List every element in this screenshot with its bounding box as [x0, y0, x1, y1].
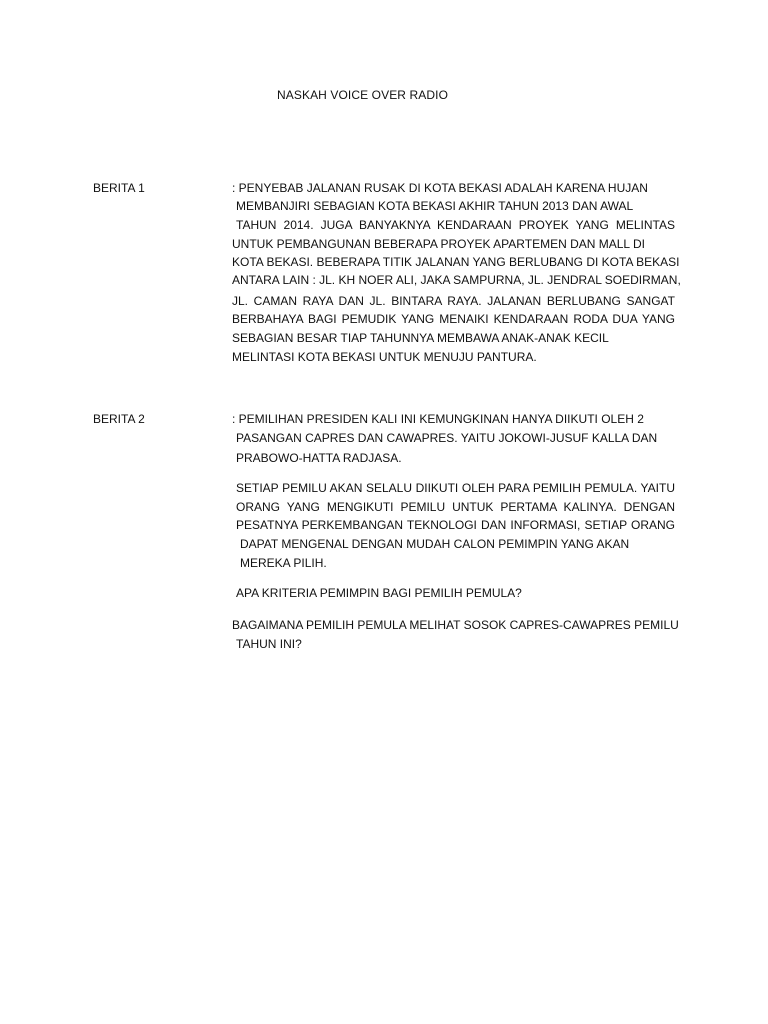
- berita-2-label: BERITA 2: [93, 412, 145, 426]
- berita-2-paragraph-line: PESATNYA PERKEMBANGAN TEKNOLOGI DAN INFORMASI, SETIAP ORANG: [236, 518, 675, 532]
- question-2-line: TAHUN INI?: [236, 637, 302, 651]
- berita-1-line: BERBAHAYA BAGI PEMUDIK YANG MENAIKI KENDARAAN RODA DUA YANG: [232, 312, 675, 326]
- berita-1-line: SEBAGIAN BESAR TIAP TAHUNNYA MEMBAWA ANAK-ANAK KECIL: [232, 331, 609, 345]
- berita-2-paragraph-line: MEREKA PILIH.: [240, 556, 327, 570]
- berita-2-line: PASANGAN CAPRES DAN CAWAPRES. YAITU JOKOWI-JUSUF KALLA DAN: [236, 431, 658, 445]
- berita-1-line: KOTA BEKASI. BEBERAPA TITIK JALANAN YANG BERLUBANG DI KOTA BEKASI: [232, 255, 680, 269]
- berita-2-line: PRABOWO-HATTA RADJASA.: [236, 451, 402, 465]
- question-2-line: BAGAIMANA PEMILIH PEMULA MELIHAT SOSOK CAPRES-CAWAPRES PEMILU: [232, 618, 679, 632]
- document-title: NASKAH VOICE OVER RADIO: [277, 88, 449, 102]
- question-1: APA KRITERIA PEMIMPIN BAGI PEMILIH PEMULA?: [236, 586, 522, 600]
- berita-1-line: JL. CAMAN RAYA DAN JL. BINTARA RAYA. JALANAN BERLUBANG SANGAT: [232, 294, 675, 308]
- berita-1-line: ANTARA LAIN : JL. KH NOER ALI, JAKA SAMPURNA, JL. JENDRAL SOEDIRMAN,: [232, 273, 681, 287]
- berita-1-line: UNTUK PEMBANGUNAN BEBERAPA PROYEK APARTEMEN DAN MALL DI: [232, 237, 645, 251]
- berita-1-line: : PENYEBAB JALANAN RUSAK DI KOTA BEKASI ADALAH KARENA HUJAN: [232, 181, 648, 195]
- berita-2-line: : PEMILIHAN PRESIDEN KALI INI KEMUNGKINAN HANYA DIIKUTI OLEH 2: [232, 412, 644, 426]
- berita-1-line: MELINTASI KOTA BEKASI UNTUK MENUJU PANTURA.: [232, 350, 537, 364]
- berita-1-label: BERITA 1: [93, 181, 145, 195]
- berita-1-line: MEMBANJIRI SEBAGIAN KOTA BEKASI AKHIR TAHUN 2013 DAN AWAL: [236, 199, 634, 213]
- berita-1-line: TAHUN 2014. JUGA BANYAKNYA KENDARAAN PROYEK YANG MELINTAS: [236, 218, 675, 232]
- berita-2-paragraph-line: ORANG YANG MENGIKUTI PEMILU UNTUK PERTAMA KALINYA. DENGAN: [236, 500, 675, 514]
- berita-2-paragraph-line: SETIAP PEMILU AKAN SELALU DIIKUTI OLEH PARA PEMILIH PEMULA. YAITU: [236, 481, 675, 495]
- berita-2-paragraph-line: DAPAT MENGENAL DENGAN MUDAH CALON PEMIMPIN YANG AKAN: [240, 537, 630, 551]
